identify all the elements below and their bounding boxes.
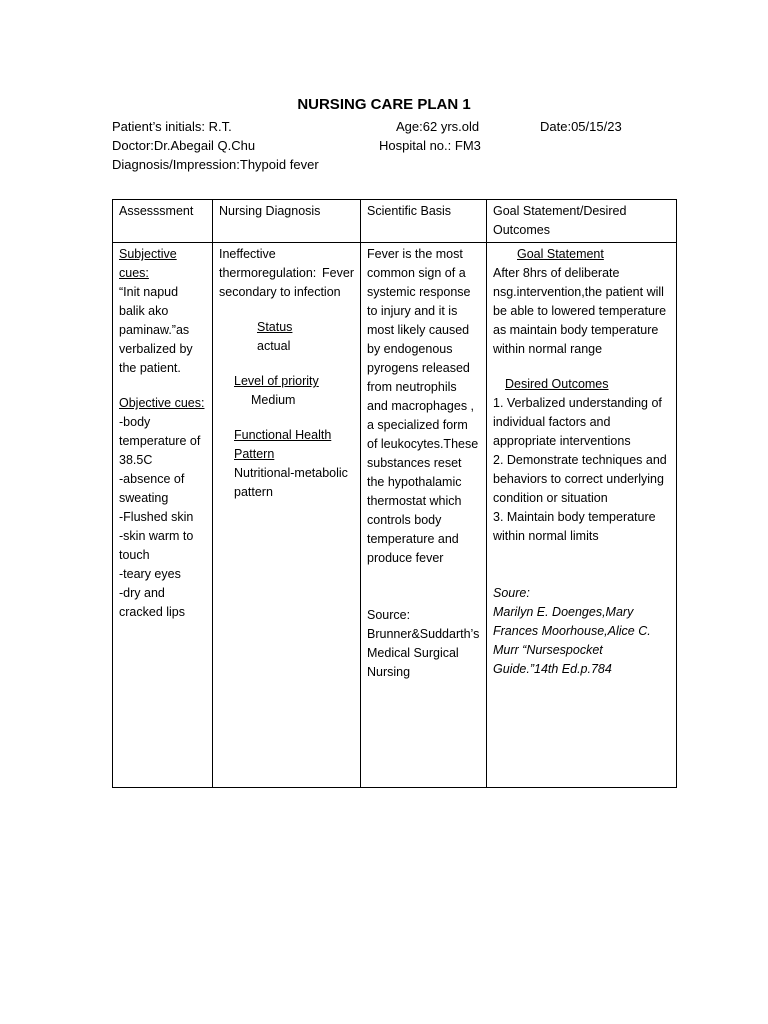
header-goal-statement: Goal Statement/Desired Outcomes xyxy=(487,200,677,243)
objective-cue: -absence of sweating xyxy=(119,472,185,505)
objective-cue: -Flushed skin xyxy=(119,510,194,524)
subjective-cues-text: “Init napud balik ako paminaw.”as verbalized by the patient. xyxy=(119,285,193,375)
scientific-basis-cell xyxy=(361,243,487,788)
page-title: NURSING CARE PLAN 1 xyxy=(297,96,471,113)
patient-age: Age:62 yrs.old xyxy=(396,119,480,134)
priority-value: Medium xyxy=(251,393,296,407)
objective-cue: -body temperature of 38.5C xyxy=(119,415,201,467)
diagnosis-impression: Diagnosis/Impression:Thypoid fever xyxy=(112,157,319,172)
objective-cue: -skin warm to touch xyxy=(119,529,194,562)
goal-source-label: Soure: xyxy=(493,586,530,600)
plan-date: Date:05/15/23 xyxy=(540,119,622,134)
table-header-row xyxy=(113,200,677,243)
goal-statement-text: After 8hrs of deliberate nsg.intervention,the patient will be able to lowered temperature as maintain body temperature within normal range xyxy=(493,266,667,356)
goal-statement-label: Goal Statement xyxy=(517,247,604,261)
doctor-name: Doctor:Dr.Abegail Q.Chu xyxy=(112,138,256,153)
care-plan-table xyxy=(112,199,677,788)
objective-cue: -dry and cracked lips xyxy=(119,586,185,619)
table-row xyxy=(113,243,677,788)
desired-outcome: 1. Verbalized understanding of individual factors and appropriate interventions xyxy=(493,396,662,448)
desired-outcomes-label: Desired Outcomes xyxy=(505,377,609,391)
status-value: actual xyxy=(257,339,291,353)
header-nursing-diagnosis: Nursing Diagnosis xyxy=(213,200,361,243)
status-label: Status xyxy=(257,320,293,334)
scientific-basis-text: Fever is the most common sign of a systemic response to injury and it is most likely caused by endogenous pyrogens released from neutrophils and macrophages , a specialized form of leukocytes.These substances reset the hypothalamic thermostat which controls body temperature and produce fever xyxy=(367,247,479,565)
desired-outcome: 2. Demonstrate techniques and behaviors to correct underlying condition or situation xyxy=(493,453,667,505)
header-scientific-basis: Scientific Basis xyxy=(361,200,487,243)
subjective-cues-label: Subjective cues: xyxy=(119,247,177,280)
patient-initials: Patient’s initials: R.T. xyxy=(112,119,232,134)
scientific-basis-source: Source: Brunner&Suddarth’s Medical Surgical Nursing xyxy=(367,608,480,679)
diagnosis-text: Ineffective thermoregulation: Fever secondary to infection xyxy=(219,247,354,299)
nursing-diagnosis-cell xyxy=(213,243,361,788)
objective-cue: -teary eyes xyxy=(119,567,181,581)
header-assessment: Assesssment xyxy=(113,200,213,243)
assessment-cell xyxy=(113,243,213,788)
goal-source-text: Marilyn E. Doenges,Mary Frances Moorhouse,Alice C. Murr “Nursespocket Guide.”14th Ed.p.784 xyxy=(493,605,651,676)
priority-label: Level of priority xyxy=(234,374,319,388)
desired-outcome: 3. Maintain body temperature within normal limits xyxy=(493,510,656,543)
functional-pattern-label: Functional Health Pattern xyxy=(234,428,332,461)
goal-statement-cell xyxy=(487,243,677,788)
hospital-number: Hospital no.: FM3 xyxy=(379,138,481,153)
functional-pattern-value: Nutritional-metabolic pattern xyxy=(234,466,348,499)
objective-cues-label: Objective cues: xyxy=(119,396,205,410)
